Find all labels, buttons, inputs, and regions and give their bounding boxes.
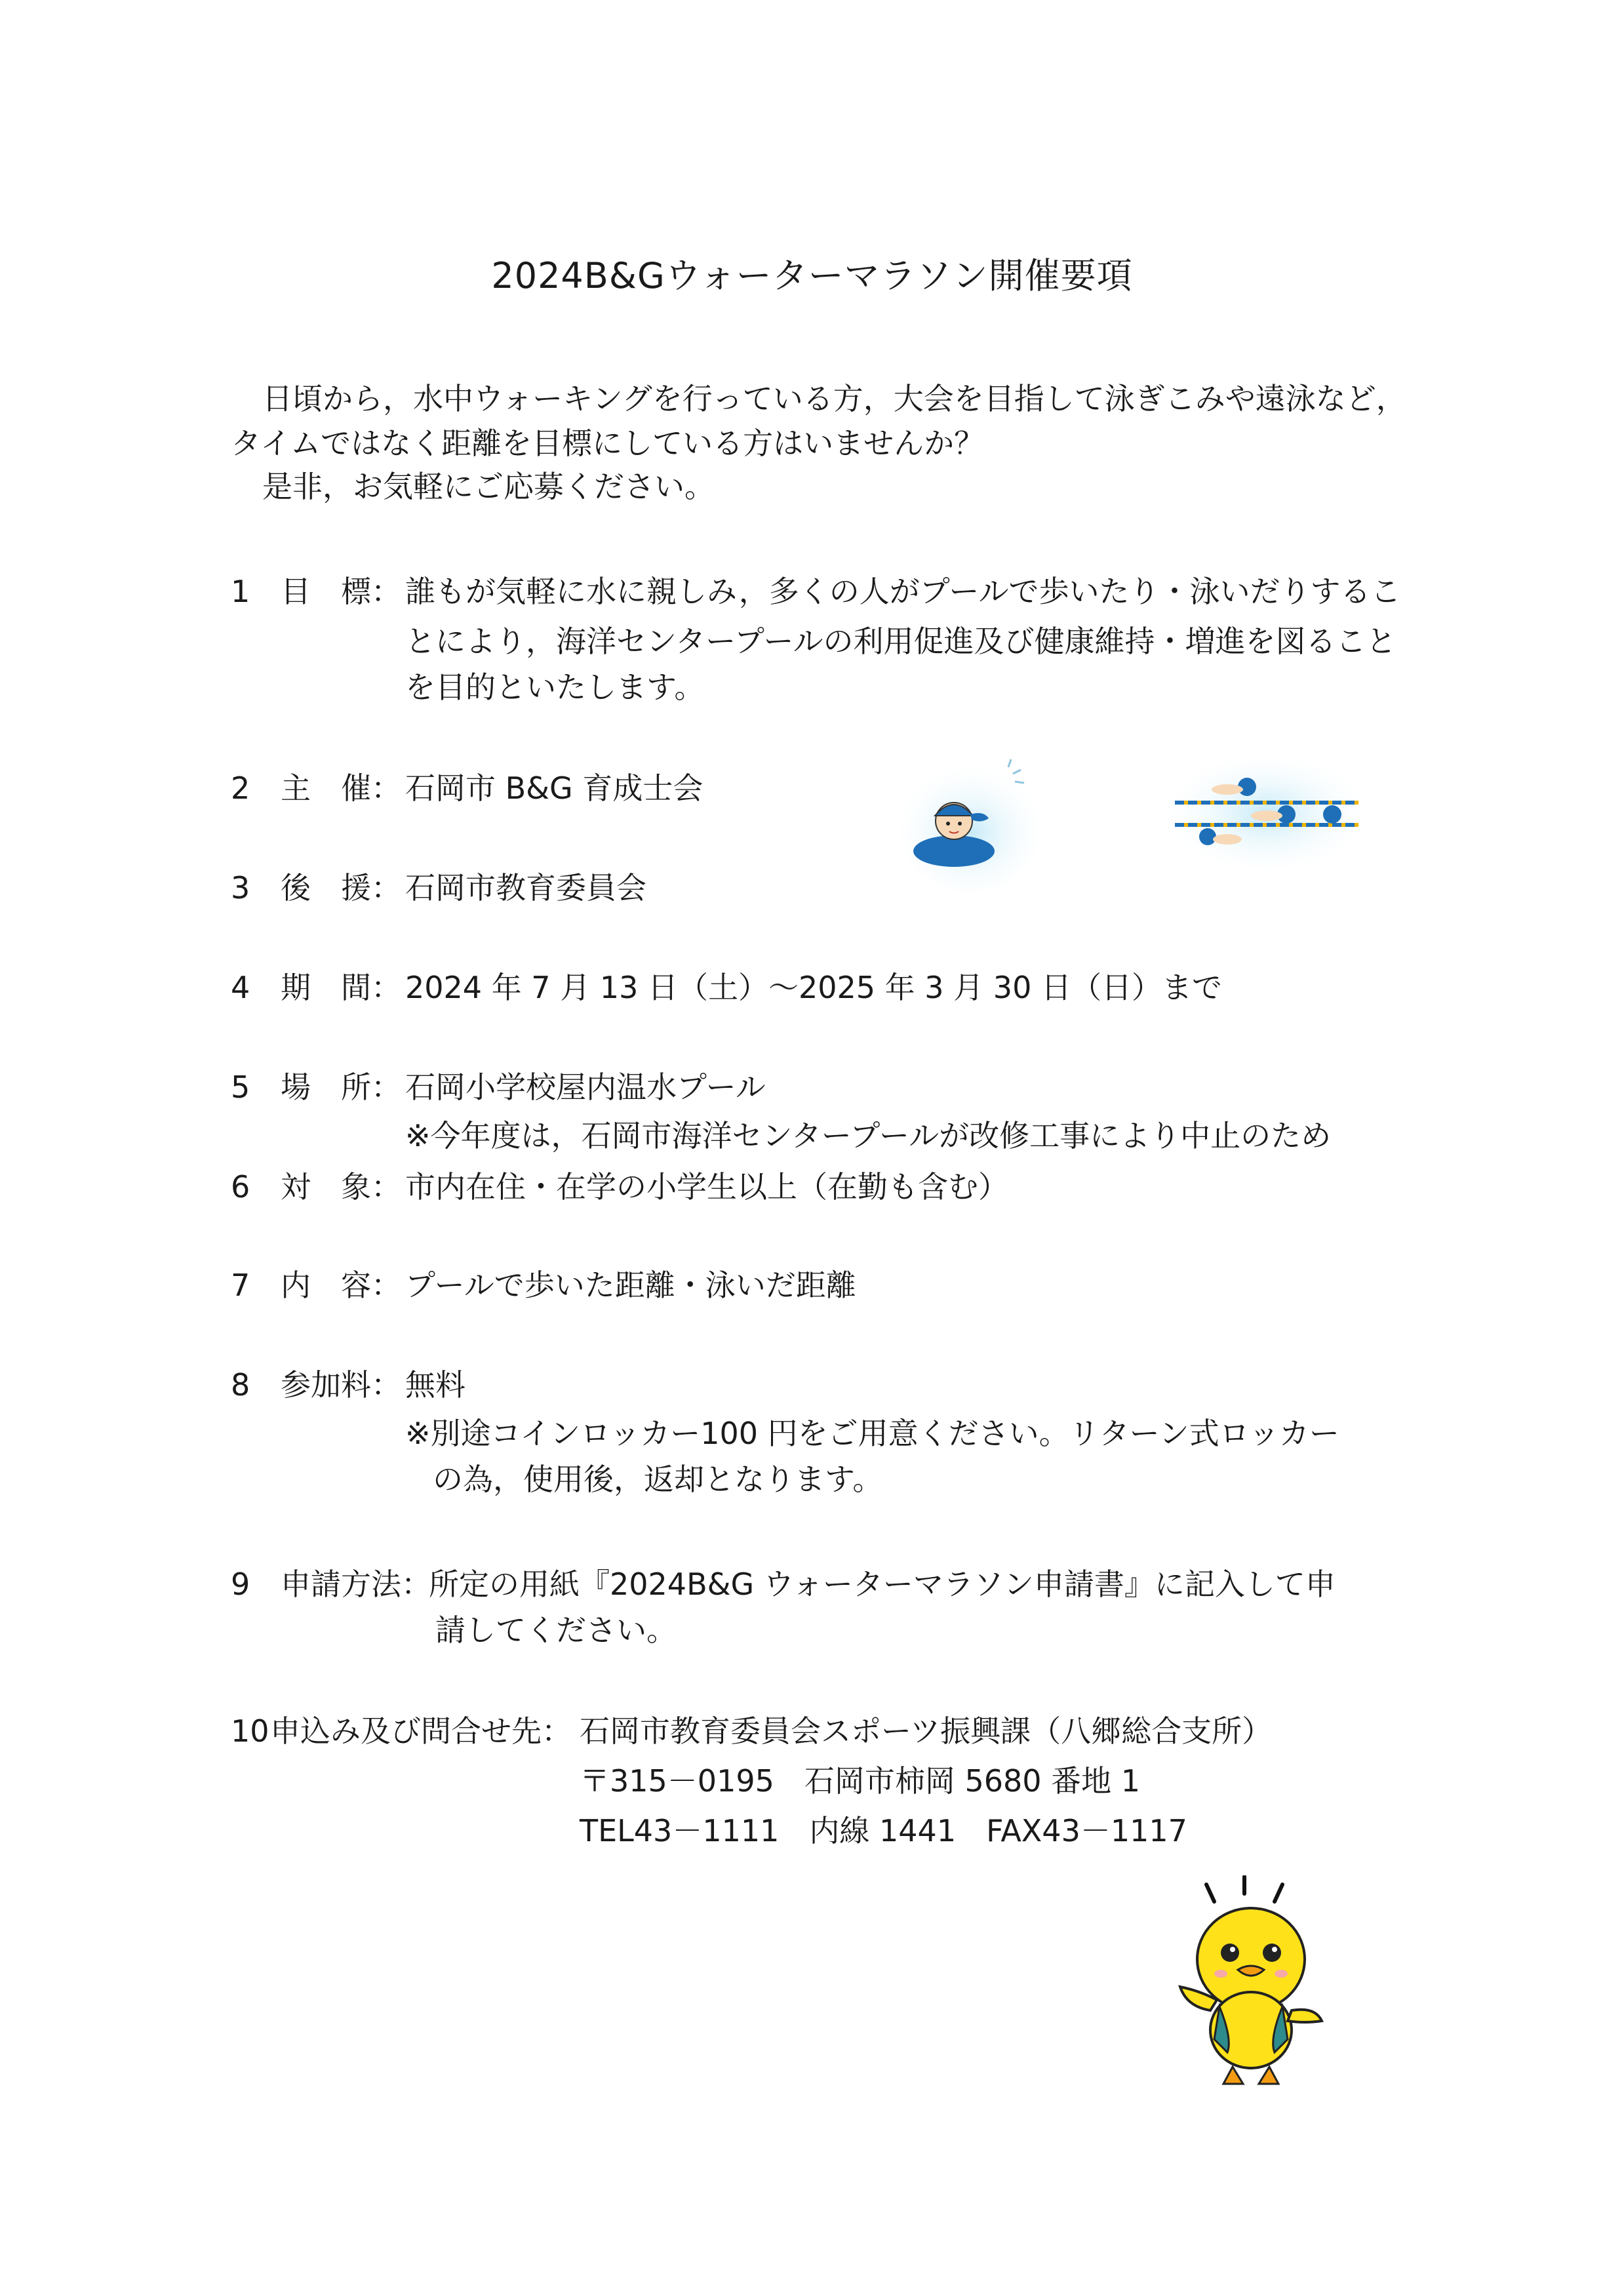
item-9-number: 9 [231,1567,250,1602]
item-8-line-1: 無料 [405,1367,465,1403]
item-1-number: 1 [231,574,250,609]
intro-line-2: タイムではなく距離を目標にしている方はいませんか？ [231,426,985,461]
item-5-number: 5 [231,1069,250,1105]
item-4-label: 期 間： [281,970,401,1005]
item-9-label: 申請方法： [281,1567,431,1602]
item-9-line-2: 請してください。 [435,1612,677,1648]
item-1-line-3: を目的といたします。 [405,669,705,705]
item-7-line-1: プールで歩いた距離・泳いだ距離 [405,1267,856,1303]
item-6-label: 対 象： [281,1169,401,1205]
intro-line-3: 是非，お気軽にご応募ください。 [262,469,715,504]
pool-lanes-illustration [1168,753,1365,871]
item-8-label: 参加料： [281,1367,401,1403]
item-7-label: 内 容： [281,1267,401,1303]
item-10-line-3: TEL43－1111 内線 1441 FAX43－1117 [580,1813,1187,1848]
item-4-number: 4 [231,970,250,1005]
item-5-note: ※今年度は，石岡市海洋センタープールが改修工事により中止のため [405,1118,1332,1153]
item-10-line-1: 石岡市教育委員会スポーツ振興課（八郷総合支所） [580,1713,1273,1749]
item-5-label: 場 所： [281,1069,401,1105]
item-1-line-1: 誰もが気軽に水に親しみ，多くの人がプールで歩いたり・泳いだりするこ [405,574,1401,609]
item-3-line-1: 石岡市教育委員会 [405,870,646,906]
item-8-number: 8 [231,1367,250,1403]
item-1-line-2: とにより，海洋センタープールの利用促進及び健康維持・増進を図ること [405,624,1396,659]
item-10-label: 申込み及び問合せ先： [270,1713,572,1749]
item-6-number: 6 [231,1169,250,1205]
item-10-line-2: 〒315－0195 石岡市柿岡 5680 番地 1 [580,1763,1141,1799]
item-2-label: 主 催： [281,770,401,806]
swimmer-illustration [898,748,1049,892]
item-10-number: 10 [231,1713,269,1749]
intro-line-1: 日頃から，水中ウォーキングを行っている方，大会を目指して泳ぎこみや遠泳など， [262,381,1406,416]
item-9-line-1: 所定の用紙『2024B&G ウォーターマラソン申請書』に記入して申 [429,1567,1336,1602]
item-8-note-line-1: ※別途コインロッカー100 円をご用意ください。リターン式ロッカー [405,1416,1339,1451]
page-title: 2024B&Gウォーターマラソン開催要項 [491,255,1133,296]
item-3-label: 後 援： [281,870,401,906]
item-8-note-line-2: の為，使用後，返却となります。 [433,1462,883,1497]
chick-mascot-illustration [1167,1875,1337,2092]
item-1-label: 目 標： [281,574,401,609]
item-3-number: 3 [231,870,250,906]
item-5-line-1: 石岡小学校屋内温水プール [405,1069,766,1105]
item-2-line-1: 石岡市 B&G 育成士会 [405,770,703,806]
item-7-number: 7 [231,1267,250,1303]
item-6-line-1: 市内在住・在学の小学生以上（在勤も含む） [405,1169,1008,1205]
item-2-number: 2 [231,770,250,806]
item-4-line-1: 2024 年 7 月 13 日（土）～2025 年 3 月 30 日（日）まで [405,970,1222,1005]
